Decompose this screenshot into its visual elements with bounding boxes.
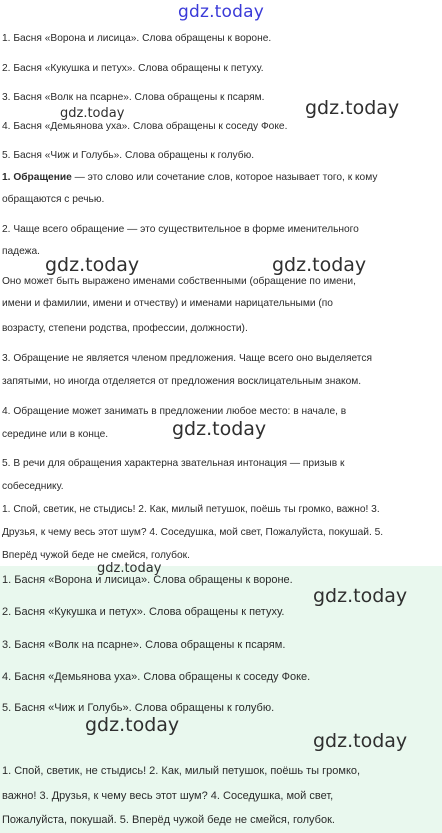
watermark: gdz.today (60, 106, 125, 121)
examples-line-2: важно! 3. Друзья, к чему весь этот шум? 4. Соседушка, мой свет, (2, 790, 334, 802)
fable-line-2: 2. Басня «Кукушка и петух». Слова обращены к петуху. (2, 606, 285, 618)
definition-number: 1. (2, 172, 11, 183)
examples-line-2: Друзья, к чему весь этот шум? 4. Соседушка, мой свет, Пожалуйста, покушай. 5. (2, 527, 384, 538)
fable-line-1: 1. Басня «Ворона и лисица». Слова обращены к вороне. (2, 574, 293, 586)
watermark: gdz.today (313, 730, 408, 752)
fable-line-3: 3. Басня «Волк на псарне». Слова обращены к псарям. (2, 92, 265, 103)
rule-2-line-3: Оно может быть выражено именами собственными (обращение по имени, (2, 276, 356, 287)
fable-line-2: 2. Басня «Кукушка и петух». Слова обращены к петуху. (2, 63, 264, 74)
definition-term: Обращение (13, 172, 72, 183)
fable-line-5: 5. Басня «Чиж и Голубь». Слова обращены к голубю. (2, 150, 255, 161)
definition-line-2: обращаются с речью. (2, 194, 105, 205)
site-watermark-top: gdz.today (177, 2, 265, 22)
examples-line-3: Вперёд чужой беде не смейся, голубок. (2, 550, 190, 561)
watermark: gdz.today (97, 561, 162, 576)
rule-2-line-5: возрасту, степени родства, профессии, должности). (2, 323, 248, 334)
fable-line-3: 3. Басня «Волк на псарне». Слова обращены к псарям. (2, 639, 286, 651)
definition-line-1 (2, 167, 440, 189)
watermark: gdz.today (272, 254, 367, 276)
rule-2-line-2: падежа. (2, 246, 40, 257)
definition-rest: — это слово или сочетание слов, которое называет того, к кому (71, 172, 378, 183)
watermark: gdz.today (172, 418, 267, 440)
watermark: gdz.today (85, 714, 180, 736)
rule-4-line-1: 4. Обращение может занимать в предложении любое место: в начале, в (2, 406, 347, 417)
rule-2-line-4: имени и фамилии, имени и отчеству) и именами нарицательными (по (2, 298, 333, 309)
rule-3-line-2: запятыми, но иногда отделяется от предложения восклицательным знаком. (2, 376, 362, 387)
rule-5-line-2: собеседнику. (2, 481, 64, 492)
watermark: gdz.today (305, 97, 400, 119)
answer-section-2 (0, 561, 442, 833)
examples-line-3: Пожалуйста, покушай. 5. Вперёд чужой беде не смейся, голубок. (2, 814, 335, 826)
rule-4-line-2: середине или в конце. (2, 429, 109, 440)
fable-line-4: 4. Басня «Демьянова уха». Слова обращены к соседу Фоке. (2, 671, 311, 683)
fable-line-1: 1. Басня «Ворона и лисица». Слова обращены к вороне. (2, 33, 272, 44)
fable-line-5: 5. Басня «Чиж и Голубь». Слова обращены к голубю. (2, 702, 275, 714)
examples-line-1: 1. Спой, светик, не стыдись! 2. Как, милый петушок, поёшь ты громко, (2, 765, 361, 777)
rule-2-line-1: 2. Чаще всего обращение — это существительное в форме именительного (2, 224, 359, 235)
fable-line-4: 4. Басня «Демьянова уха». Слова обращены к соседу Фоке. (2, 121, 288, 132)
examples-line-1: 1. Спой, светик, не стыдись! 2. Как, милый петушок, поёшь ты громко, важно! 3. (2, 504, 380, 515)
rule-5-line-1: 5. В речи для обращения характерна звательная интонация — призыв к (2, 458, 345, 469)
watermark: gdz.today (45, 254, 140, 276)
rule-3-line-1: 3. Обращение не является членом предложения. Чаще всего оно выделяется (2, 353, 372, 364)
watermark: gdz.today (313, 585, 408, 607)
